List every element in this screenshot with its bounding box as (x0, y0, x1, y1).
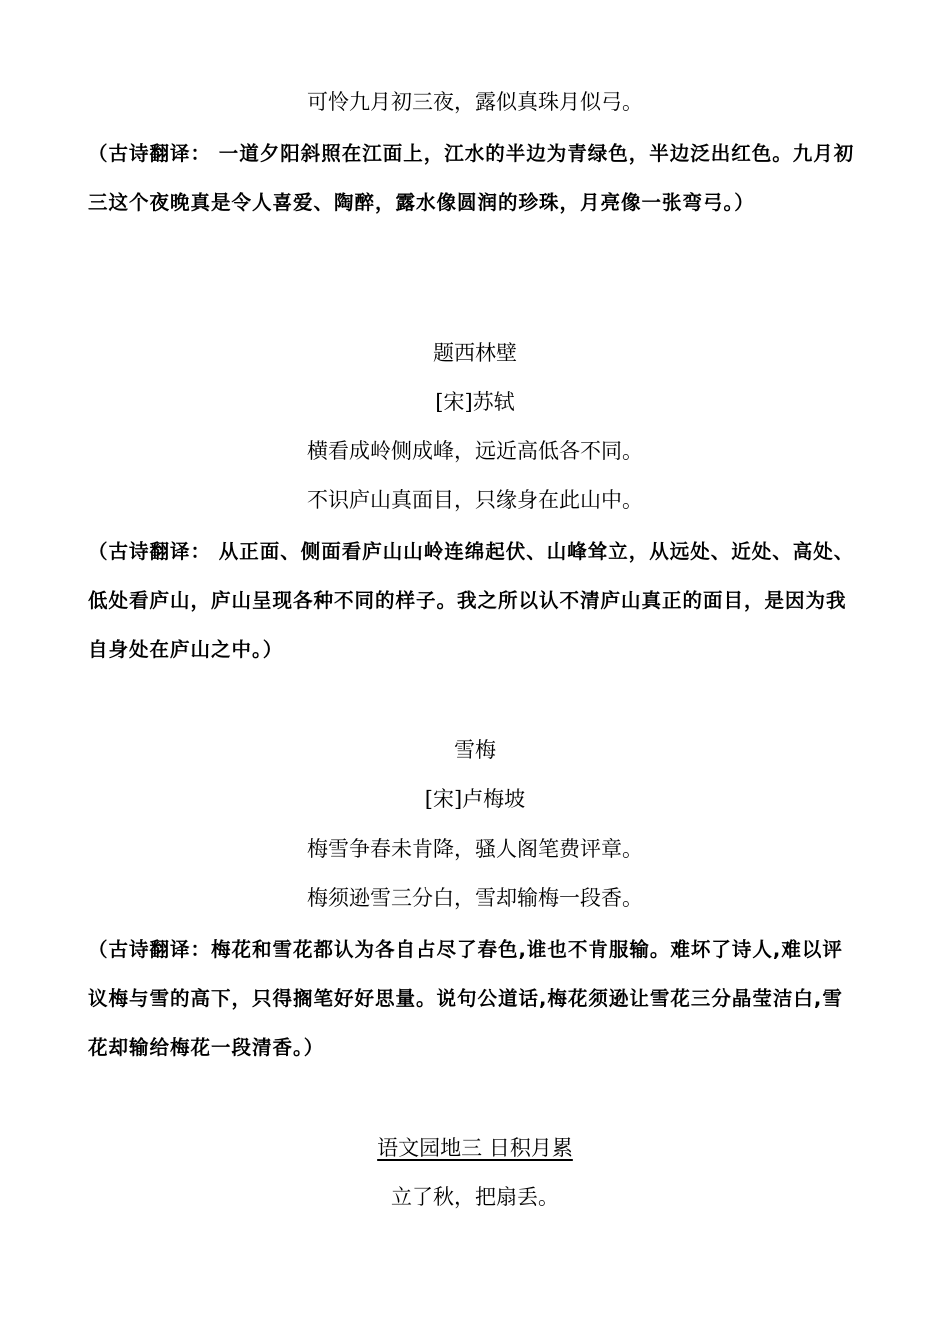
poem2-title: 题西林壁 (433, 341, 517, 365)
section-line-1: 立了秋，把扇丢。 (391, 1185, 559, 1209)
poem2-line-2: 不识庐山真面目，只缘身在此山中。 (307, 488, 643, 512)
poem2-translation: （古诗翻译： 从正面、侧面看庐山山岭连绵起伏、山峰耸立，从远处、近处、高处、低处看庐山，庐山呈现各种不同的样子。我之所以认不清庐山真正的面目，是因为我自身处在庐山之中。） (88, 540, 855, 661)
poem3-translation: （古诗翻译：梅花和雪花都认为各自占尽了春色,谁也不肯服输。难坏了诗人,难以评议梅与雪的高下，只得搁笔好好思量。说句公道话,梅花须逊让雪花三分晶莹洁白,雪花却输给梅花一段清香。） (88, 938, 843, 1059)
poem3-title: 雪梅 (454, 738, 496, 762)
poem3-line-1: 梅雪争春未肯降，骚人阁笔费评章。 (307, 837, 643, 861)
poem2-author: [宋]苏轼 (435, 390, 515, 414)
poem3-line-2: 梅须逊雪三分白，雪却输梅一段香。 (307, 886, 643, 910)
poem1-last-line: 可怜九月初三夜，露似真珠月似弓。 (307, 90, 643, 114)
section-heading: 语文园地三 日积月累 (377, 1136, 573, 1160)
poem3-author: [宋]卢梅坡 (424, 787, 526, 811)
poem2-line-1: 横看成岭侧成峰，远近高低各不同。 (307, 439, 643, 463)
poem1-translation: （古诗翻译： 一道夕阳斜照在江面上，江水的半边为青绿色，半边泛出红色。九月初三这个夜晚真是令人喜爱、陶醉，露水像圆润的珍珠，月亮像一张弯弓。） (88, 142, 855, 214)
